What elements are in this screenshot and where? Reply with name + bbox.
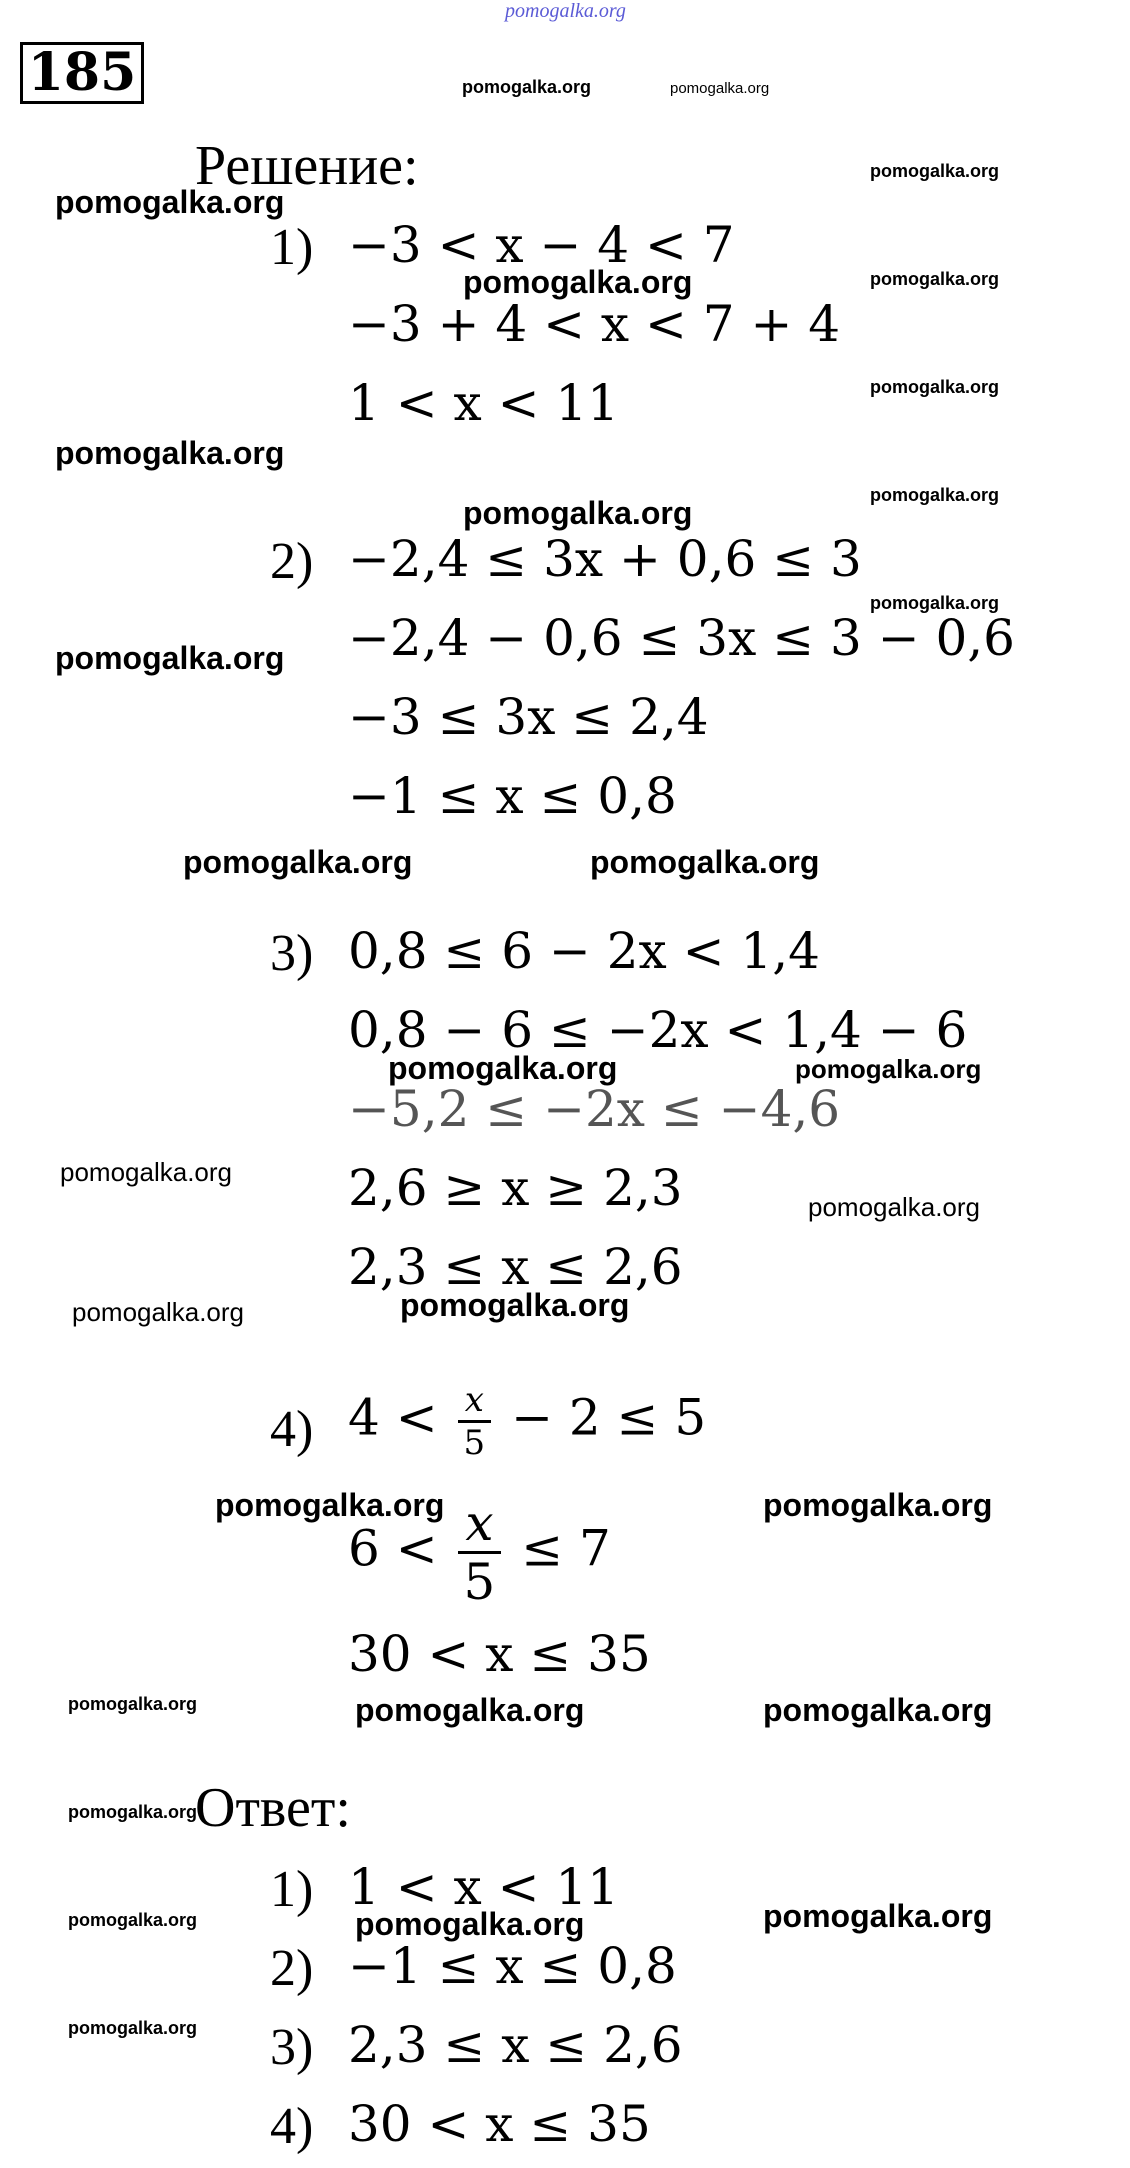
watermark: pomogalka.org bbox=[795, 1054, 982, 1084]
part-4-label: 4) bbox=[270, 1401, 314, 1458]
part-3-step-2: 0,8 − 6 ≤ −2x < 1,4 − 6 bbox=[348, 1001, 968, 1059]
part-4-step-2-left: 6 < bbox=[348, 1519, 438, 1578]
watermark: pomogalka.org bbox=[68, 2018, 198, 2038]
watermark: pomogalka.org bbox=[463, 264, 693, 300]
part-4-step-1-left: 4 < bbox=[348, 1388, 438, 1447]
fraction-denominator: 5 bbox=[463, 1423, 486, 1463]
part-4-step-3: 30 < x ≤ 35 bbox=[348, 1625, 651, 1683]
watermark: pomogalka.org bbox=[808, 1192, 980, 1222]
answer-heading: Ответ: bbox=[195, 1777, 351, 1839]
fraction-numerator: x bbox=[458, 1495, 502, 1554]
watermark: pomogalka.org bbox=[55, 184, 285, 220]
answer-3-label: 3) bbox=[270, 2019, 314, 2076]
watermark: pomogalka.org bbox=[763, 1692, 993, 1728]
answer-1: 1 < x < 11 bbox=[348, 1858, 619, 1916]
watermark: pomogalka.org bbox=[763, 1898, 993, 1934]
part-1-label: 1) bbox=[270, 219, 314, 276]
watermark: pomogalka.org bbox=[215, 1487, 445, 1523]
part-3-step-5: 2,3 ≤ x ≤ 2,6 bbox=[348, 1238, 683, 1296]
watermark: pomogalka.org bbox=[68, 1910, 198, 1930]
watermark: pomogalka.org bbox=[400, 1287, 630, 1323]
watermark: pomogalka.org bbox=[72, 1297, 244, 1327]
watermark: pomogalka.org bbox=[60, 1157, 232, 1187]
part-2-step-2: −2,4 − 0,6 ≤ 3x ≤ 3 − 0,6 bbox=[348, 609, 1015, 667]
part-1-step-2: −3 + 4 < x < 7 + 4 bbox=[348, 295, 841, 353]
watermark: pomogalka.org bbox=[68, 1694, 198, 1714]
part-3-step-1: 0,8 ≤ 6 − 2x < 1,4 bbox=[348, 922, 820, 980]
part-1-step-3: 1 < x < 11 bbox=[348, 374, 619, 432]
fraction-numerator: x bbox=[458, 1380, 492, 1423]
watermark: pomogalka.org bbox=[763, 1487, 993, 1523]
watermark: pomogalka.org bbox=[505, 0, 626, 22]
watermark: pomogalka.org bbox=[183, 844, 413, 880]
watermark: pomogalka.org bbox=[55, 640, 285, 676]
watermark: pomogalka.org bbox=[463, 495, 693, 531]
part-4-step-1-right: − 2 ≤ 5 bbox=[511, 1388, 707, 1447]
watermark: pomogalka.org bbox=[355, 1906, 585, 1942]
answer-3: 2,3 ≤ x ≤ 2,6 bbox=[348, 2016, 683, 2074]
part-4-step-2 bbox=[348, 1495, 611, 1610]
part-3-step-4: 2,6 ≥ x ≥ 2,3 bbox=[348, 1159, 683, 1217]
answer-4: 30 < x ≤ 35 bbox=[348, 2095, 651, 2153]
watermark: pomogalka.org bbox=[870, 269, 1000, 289]
part-1-step-1: −3 < x − 4 < 7 bbox=[348, 216, 735, 274]
watermark: pomogalka.org bbox=[355, 1692, 585, 1728]
watermark: pomogalka.org bbox=[870, 377, 1000, 397]
watermark: pomogalka.org bbox=[870, 161, 1000, 181]
answer-1-label: 1) bbox=[270, 1861, 314, 1918]
part-3-step-3: −5,2 ≤ −2x ≤ −4,6 bbox=[348, 1080, 841, 1138]
solution-heading: Решение: bbox=[195, 135, 419, 197]
fraction bbox=[458, 1380, 492, 1463]
answer-2-label: 2) bbox=[270, 1940, 314, 1997]
part-2-step-1: −2,4 ≤ 3x + 0,6 ≤ 3 bbox=[348, 530, 862, 588]
problem-number: 185 bbox=[20, 42, 144, 104]
watermark: pomogalka.org bbox=[590, 844, 820, 880]
fraction-denominator: 5 bbox=[463, 1553, 496, 1611]
watermark: pomogalka.org bbox=[462, 77, 592, 97]
watermark: pomogalka.org bbox=[870, 485, 1000, 505]
watermark: pomogalka.org bbox=[870, 593, 1000, 613]
part-2-step-4: −1 ≤ x ≤ 0,8 bbox=[348, 767, 677, 825]
part-3-label: 3) bbox=[270, 925, 314, 982]
answer-4-label: 4) bbox=[270, 2098, 314, 2155]
watermark: pomogalka.org bbox=[670, 80, 770, 97]
answer-2: −1 ≤ x ≤ 0,8 bbox=[348, 1937, 677, 1995]
part-4-step-1 bbox=[348, 1380, 706, 1463]
part-4-step-2-right: ≤ 7 bbox=[521, 1519, 611, 1578]
part-2-step-3: −3 ≤ 3x ≤ 2,4 bbox=[348, 688, 709, 746]
watermark: pomogalka.org bbox=[388, 1050, 618, 1086]
fraction bbox=[458, 1495, 502, 1610]
watermark: pomogalka.org bbox=[68, 1802, 198, 1822]
watermark: pomogalka.org bbox=[55, 435, 285, 471]
part-2-label: 2) bbox=[270, 533, 314, 590]
